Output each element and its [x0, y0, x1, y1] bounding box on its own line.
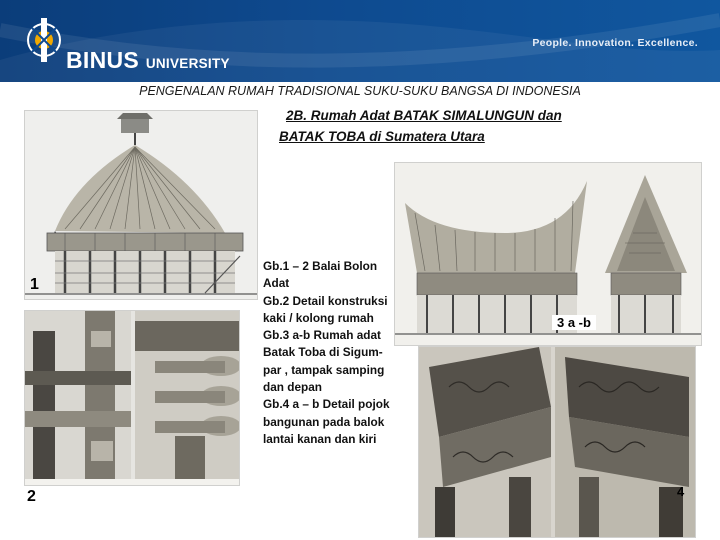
- caption-line: Gb.3 a-b Rumah adat: [263, 328, 381, 343]
- figure-4-corner-detail-photo: [418, 346, 696, 538]
- header-tagline: People. Innovation. Excellence.: [532, 37, 698, 49]
- caption-line: bangunan pada balok: [263, 414, 385, 429]
- figure-3-label: 3 a -b: [552, 315, 596, 330]
- caption-line: lantai kanan dan kiri: [263, 431, 377, 446]
- figure-4-number: 4: [677, 484, 685, 499]
- caption-line: Batak Toba di Sigum-: [263, 345, 383, 360]
- figure-1-balai-bolon-drawing: [24, 110, 258, 300]
- logo-binus: BINUS: [66, 47, 140, 73]
- slide-subtitle: PENGENALAN RUMAH TRADISIONAL SUKU-SUKU BANGSA DI INDONESIA: [139, 84, 581, 98]
- caption-line: dan depan: [263, 380, 322, 395]
- logo-university: UNIVERSITY: [145, 56, 230, 71]
- figure-3-batak-toba-house-drawing: [394, 162, 702, 346]
- figure-1-number: 1: [30, 276, 39, 293]
- caption-line: par , tampak samping: [263, 362, 385, 377]
- caption-line: Gb.1 – 2 Balai Bolon: [263, 259, 378, 273]
- header-bar: [0, 0, 720, 82]
- caption-line: Gb.4 a – b Detail pojok: [263, 397, 390, 412]
- slide-title-line-2: BATAK TOBA di Sumatera Utara: [279, 129, 485, 144]
- university-logo-text: [66, 47, 230, 74]
- caption-line: Adat: [263, 276, 290, 291]
- binus-logo-icon: [14, 14, 74, 74]
- figure-2-construction-detail-photo: [24, 310, 240, 486]
- slide-title-line-1: 2B. Rumah Adat BATAK SIMALUNGUN dan: [286, 108, 562, 123]
- figure-2-number: 2: [27, 488, 36, 505]
- figure-caption-list: [263, 258, 413, 448]
- caption-line: Gb.2 Detail konstruksi: [263, 293, 388, 308]
- caption-line: kaki / kolong rumah: [263, 310, 374, 325]
